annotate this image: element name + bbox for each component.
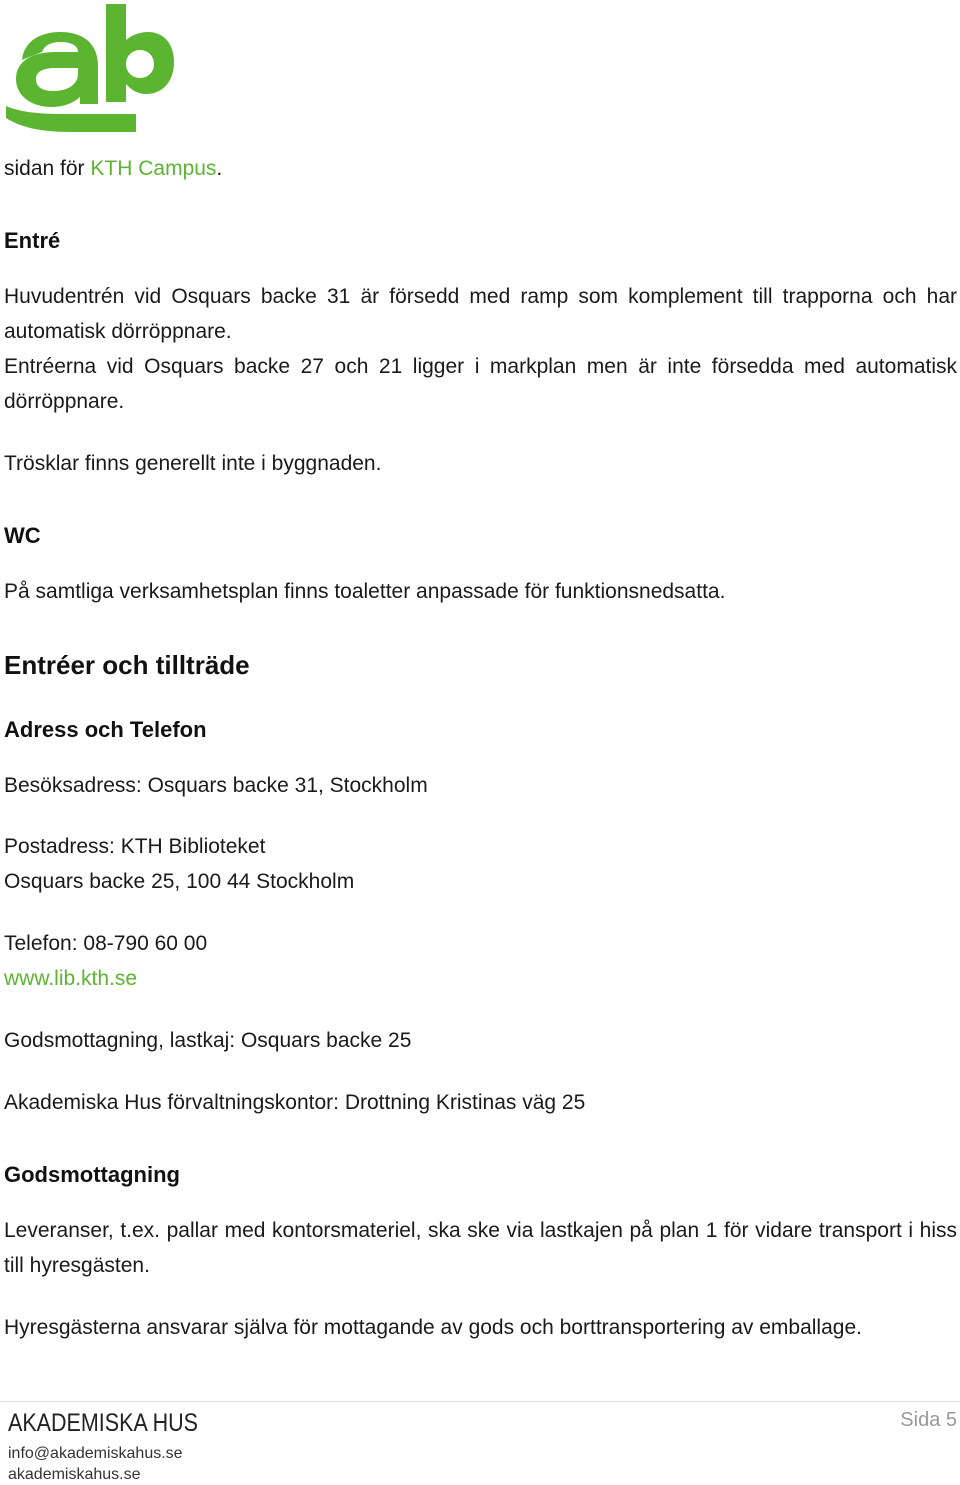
page-number: Sida 5: [900, 1409, 957, 1431]
footer-email[interactable]: info@akademiskahus.se: [8, 1445, 183, 1462]
intro-suffix: .: [216, 157, 223, 180]
goods-heading: Godsmottagning: [4, 1162, 180, 1187]
entre-paragraph-3: Trösklar finns generellt inte i byggnaden.: [4, 452, 382, 475]
akademiska-hus-logo-icon: [2, 2, 174, 134]
intro-prefix: sidan för: [4, 157, 91, 180]
goods-paragraph-1: Leveranser, t.ex. pallar med kontorsmateriel, ska ske via lastkajen på plan 1 för vidare transport i hiss till hyresgästen.: [4, 1219, 957, 1277]
goods-receiving-address: Godsmottagning, lastkaj: Osquars backe 25: [4, 1029, 412, 1052]
entre-paragraph-1: Huvudentrén vid Osquars backe 31 är försedd med ramp som komplement till trapporna och har automatisk dörröppnare.: [4, 285, 957, 343]
section-heading: Entréer och tillträde: [4, 650, 250, 680]
wc-heading: WC: [4, 523, 41, 548]
admin-office-address: Akademiska Hus förvaltningskontor: Drottning Kristinas väg 25: [4, 1091, 586, 1114]
website-link[interactable]: www.lib.kth.se: [4, 967, 138, 990]
footer-website[interactable]: akademiskahus.se: [8, 1466, 141, 1483]
kth-campus-link[interactable]: KTH Campus: [90, 157, 217, 180]
address-heading: Adress och Telefon: [4, 717, 207, 742]
footer-divider: [0, 1401, 960, 1402]
footer-brand: AKADEMISKA HUS: [8, 1409, 198, 1437]
goods-paragraph-2: Hyresgästerna ansvarar själva för mottagande av gods och borttransportering av emballage.: [4, 1316, 862, 1339]
visit-address: Besöksadress: Osquars backe 31, Stockholm: [4, 774, 428, 797]
entre-heading: Entré: [4, 228, 61, 253]
intro-line: [4, 151, 222, 186]
wc-paragraph: På samtliga verksamhetsplan finns toaletter anpassade för funktionsnedsatta.: [4, 580, 726, 603]
phone-number: Telefon: 08-790 60 00: [4, 932, 208, 955]
postal-address-line-1: Postadress: KTH Biblioteket: [4, 835, 266, 858]
postal-address-line-2: Osquars backe 25, 100 44 Stockholm: [4, 870, 355, 893]
entre-paragraph-2: Entréerna vid Osquars backe 27 och 21 ligger i markplan men är inte försedda med automatisk dörröppnare.: [4, 355, 957, 413]
